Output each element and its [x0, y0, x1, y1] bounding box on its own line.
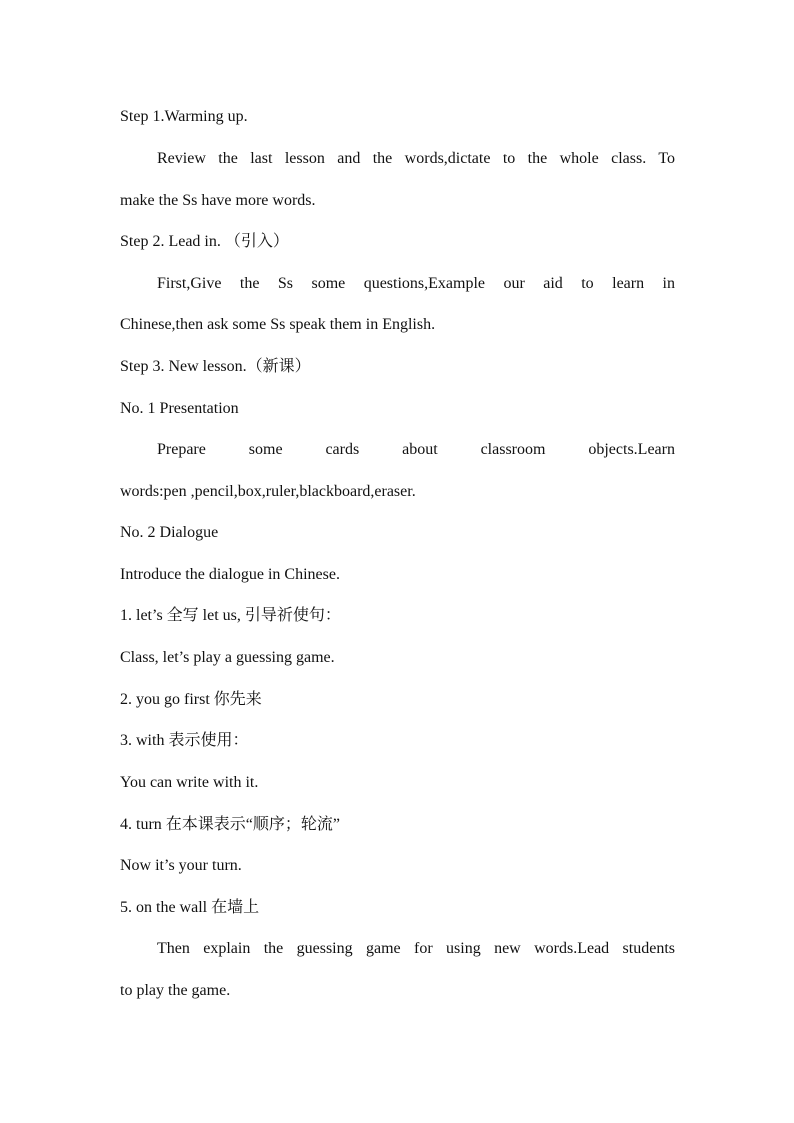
step1-heading: Step 1.Warming up. — [120, 108, 248, 125]
step2-paragraph-line1: First,Give the Ss some questions,Example our aid to learn in — [157, 275, 675, 292]
closing-paragraph-line1: Then explain the guessing game for using new words.Lead students — [157, 940, 675, 957]
point-3: 3. with 表示使用： — [120, 732, 249, 749]
point-2: 2. you go first 你先来 — [120, 691, 262, 708]
point-5: 5. on the wall 在墙上 — [120, 899, 260, 916]
step1-paragraph-line1: Review the last lesson and the words,dictate to the whole class. To — [157, 150, 675, 167]
dialogue-heading: No. 2 Dialogue — [120, 524, 219, 541]
presentation-paragraph-line1 — [157, 440, 675, 460]
example-3: You can write with it. — [120, 774, 259, 791]
presentation-paragraph-line2: words:pen ,pencil,box,ruler,blackboard,eraser. — [120, 483, 416, 500]
prepare-word: objects.Learn — [588, 441, 675, 458]
prepare-word: Prepare — [157, 441, 206, 458]
point-4: 4. turn 在本课表示“顺序；轮流” — [120, 816, 340, 833]
prepare-word: about — [402, 441, 438, 458]
presentation-heading: No. 1 Presentation — [120, 400, 239, 417]
example-4: Now it’s your turn. — [120, 857, 242, 874]
point-1: 1. let’s 全写 let us, 引导祈使句： — [120, 607, 341, 624]
example-1: Class, let’s play a guessing game. — [120, 649, 335, 666]
dialogue-intro: Introduce the dialogue in Chinese. — [120, 566, 340, 583]
step3-heading: Step 3. New lesson.（新课） — [120, 358, 311, 375]
prepare-word: cards — [325, 441, 360, 458]
step1-paragraph-line2: make the Ss have more words. — [120, 192, 316, 209]
step2-heading: Step 2. Lead in. （引入） — [120, 233, 289, 250]
closing-paragraph-line2: to play the game. — [120, 982, 231, 999]
prepare-word: classroom — [480, 441, 546, 458]
prepare-word: some — [248, 441, 283, 458]
step2-paragraph-line2: Chinese,then ask some Ss speak them in English. — [120, 316, 436, 333]
